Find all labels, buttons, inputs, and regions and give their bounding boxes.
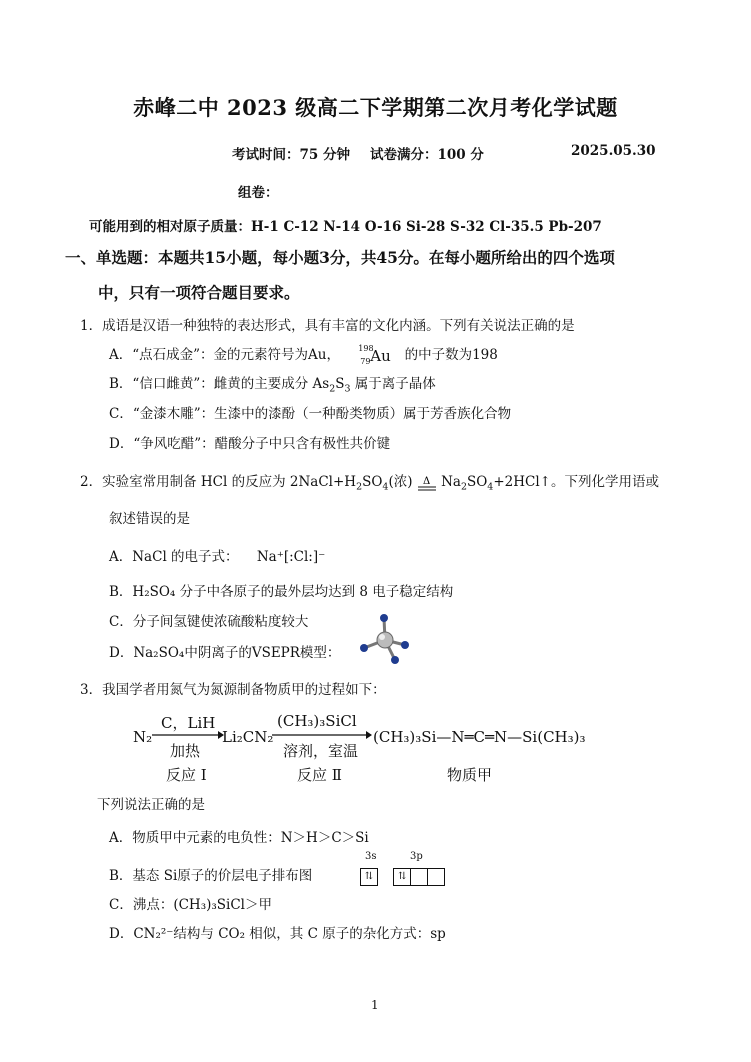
q2-option-b: B．H₂SO₄ 分子中各原子的最外层均达到 8 电子稳定结构 (109, 584, 454, 600)
q1-b-post: 属于离子晶体 (350, 376, 436, 392)
product-formula: (CH₃)₃Si—N═C═N—Si(CH₃)₃ (373, 728, 586, 746)
q1-b-mid: S (335, 376, 345, 392)
page-number: 1 (371, 998, 379, 1012)
product-label: 物质甲 (447, 766, 493, 784)
q3-option-a: A．物质甲中元素的电负性：N＞H＞C＞Si (109, 830, 369, 846)
svg-text:Δ: Δ (422, 475, 431, 487)
orbital-diagram (361, 866, 445, 886)
full-score: 试卷满分：100 分 (370, 147, 484, 163)
orbital-3p-box-2 (410, 868, 428, 886)
nacl-electron-formula: Na⁺[:Cl:]⁻ (256, 549, 326, 565)
reactant-n2: N₂ (133, 728, 153, 746)
orbital-3p-box-1: ⇅ (393, 868, 411, 886)
q2-eq-e: +2HCl↑ (493, 474, 551, 490)
q2-a-text: A．NaCl 的电子式： (109, 549, 239, 565)
tetrahedral-model-icon (355, 612, 417, 666)
q2-eq-b: (浓) (388, 474, 413, 490)
reaction1-label: 反应 Ⅰ (166, 766, 207, 784)
reaction2-arrow-icon (272, 730, 372, 740)
heat-arrow-icon (417, 476, 437, 490)
q2-eq-a: SO (362, 474, 383, 490)
q1-a-post: 的中子数为198 (404, 347, 498, 363)
reaction1-reagent: C，LiH (161, 714, 216, 732)
q3-stem-cont: 下列说法正确的是 (97, 797, 205, 813)
q3-stem: 3．我国学者用氮气为氮源制备物质甲的过程如下： (80, 682, 386, 698)
q2-stem-pre: 2．实验室常用制备 HCl 的反应为 2NaCl+H (80, 474, 357, 490)
q2-option-d: D．Na₂SO₄中阴离子的VSEPR模型： (109, 645, 341, 661)
q1-option-a (109, 343, 498, 366)
compiler-label: 组卷： (238, 185, 279, 201)
reaction1-arrow-icon (152, 730, 224, 740)
q3-option-d: D．CN₂²⁻结构与 CO₂ 相似，其 C 原子的杂化方式：sp (109, 926, 446, 942)
q2-stem-post: 。下列化学用语或 (550, 474, 659, 490)
q3-option-c: C．沸点：(CH₃)₃SiCl＞甲 (109, 897, 273, 913)
section1-heading: 一、单选题：本题共15小题，每小题3分，共45分。在每小题所给出的四个选项 (65, 248, 615, 267)
orbital-3p-box-3 (427, 868, 445, 886)
reaction2-reagent: (CH₃)₃SiCl (277, 712, 357, 730)
intermediate-li2cn2: Li₂CN₂ (222, 728, 274, 746)
q1-b-sub2: 3 (344, 383, 351, 395)
q1-option-b (109, 372, 436, 395)
orbital-3s-box: ⇅ (360, 868, 378, 886)
q1-option-c: C．“金漆木雕”：生漆中的漆酚（一种酚类物质）属于芳香族化合物 (109, 406, 512, 422)
q2-stem: 2．实验室常用制备 HCl 的反应为 $2NaCl+H_2SO_4$(浓) Δ $Na_2SO_4+2HCl↑$。下列化学用语或 (80, 474, 659, 493)
q1-b-sub1: 2 (329, 383, 336, 395)
orbital-3p-label: 3p (410, 851, 423, 862)
orbital-3s-label: 3s (365, 851, 377, 862)
q2-option-c: C．分子间氢键使浓硫酸粘度较大 (109, 614, 309, 630)
page-title: 赤峰二中 2023 级高二下学期第二次月考化学试题 (133, 95, 618, 120)
q2-eq-d: SO (466, 474, 488, 490)
q1-stem: 1．成语是汉语一种独特的表达形式，具有丰富的文化内涵。下列有关说法正确的是 (80, 318, 575, 334)
atomic-masses: 可能用到的相对原子质量：H-1 C-12 N-14 O-16 Si-28 S-32 Cl-35.5 Pb-207 (89, 219, 602, 235)
exam-date: 2025.05.30 (571, 143, 656, 159)
reaction1-condition: 加热 (170, 742, 201, 760)
reaction2-label: 反应 Ⅱ (297, 766, 342, 784)
q2-eq-c: Na (441, 474, 461, 490)
q2-option-a (109, 545, 325, 565)
q1-b-pre: B．“信口雌黄”：雌黄的主要成分 As (109, 376, 330, 392)
nuclide-element: Au (370, 346, 391, 365)
nuclide-mass: 198 (358, 343, 374, 353)
nuclide-number: 79 (360, 356, 371, 366)
q3-option-b: B．基态 Si原子的价层电子排布图 (109, 868, 313, 884)
exam-time: 考试时间：75 分钟 (232, 147, 350, 163)
q2-stem-cont: 叙述错误的是 (109, 511, 190, 527)
section1-heading-cont: 中，只有一项符合题目要求。 (98, 283, 300, 302)
reaction2-condition: 溶剂，室温 (283, 742, 359, 760)
q1-option-d: D．“争风吃醋”：醋酸分子中只含有极性共价键 (109, 436, 391, 452)
q1-a-text: A．“点石成金”：金的元素符号为Au， (109, 347, 340, 363)
